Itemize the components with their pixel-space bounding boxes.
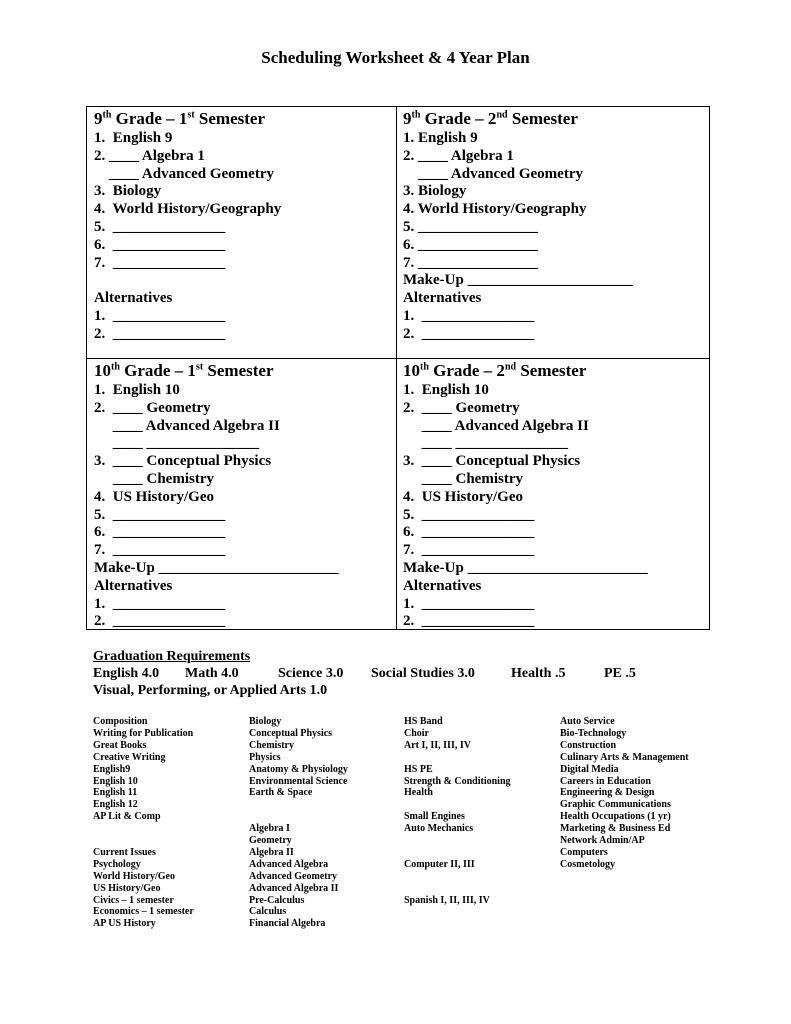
course-column	[404, 716, 511, 906]
course-line: 2. _______________	[94, 325, 226, 342]
course-line: 6. _______________	[94, 524, 226, 541]
course-item	[93, 823, 194, 835]
course-item: AP US History	[93, 918, 156, 930]
course-line: 2. ____ Geometry	[403, 399, 520, 416]
course-line: ____ Advanced Algebra II	[94, 417, 280, 434]
course-line: Alternatives	[94, 290, 173, 307]
course-line: 2. _______________	[403, 613, 535, 630]
semester-cell	[403, 109, 633, 344]
course-line: ____ _______________	[403, 435, 568, 452]
course-item: Choir	[404, 727, 429, 739]
requirement: English 4.0	[93, 666, 160, 681]
course-item	[404, 847, 511, 859]
course-item: Digital Media	[560, 763, 619, 775]
course-item: Creative Writing	[93, 751, 166, 763]
course-item: US History/Geo	[93, 882, 161, 894]
course-item: Art I, II, III, IV	[404, 739, 471, 751]
heading-part: Grade – 2	[420, 109, 497, 128]
course-item	[404, 883, 511, 895]
course-line: 4. US History/Geo	[403, 488, 523, 505]
course-line: Make-Up ________________________	[94, 559, 339, 576]
semester-cell	[94, 109, 281, 344]
course-item: Graphic Communications	[560, 799, 671, 811]
course-item: Algebra I	[249, 823, 290, 835]
course-line: 6. ________________	[403, 236, 538, 253]
course-line: ____ Chemistry	[403, 470, 523, 487]
course-item: HS Band	[404, 716, 443, 727]
course-line: 5. _______________	[94, 506, 226, 523]
heading-part: th	[111, 361, 120, 373]
course-line: ____ Chemistry	[94, 470, 214, 487]
course-line: 3. Biology	[403, 183, 467, 200]
course-line	[94, 272, 281, 290]
course-item: Civics – 1 semester	[93, 894, 174, 906]
semester-heading	[403, 109, 633, 129]
course-item	[404, 752, 511, 764]
course-line: 2. ____ Algebra 1	[94, 147, 205, 164]
course-item: Writing for Publication	[93, 727, 194, 739]
course-item: Advanced Algebra II	[249, 882, 339, 894]
course-item: Culinary Arts & Management	[560, 751, 689, 763]
grid-vertical-divider	[396, 107, 397, 629]
course-line: 5. _______________	[403, 506, 535, 523]
course-item: Construction	[560, 739, 617, 751]
semester-heading	[94, 361, 339, 381]
requirements-row	[93, 665, 636, 682]
course-item: Cosmetology	[560, 858, 615, 870]
requirement: Math 4.0	[185, 666, 239, 681]
heading-part: Grade – 1	[111, 109, 188, 128]
course-column	[560, 716, 689, 871]
heading-part: 9	[94, 109, 103, 128]
semester-heading	[94, 109, 281, 129]
course-item: AP Lit & Comp	[93, 811, 161, 823]
course-column	[93, 716, 194, 930]
course-item: Small Engines	[404, 811, 465, 823]
requirement: Science 3.0	[278, 666, 344, 681]
course-item: Calculus	[249, 906, 287, 918]
course-item: Earth & Space	[249, 787, 313, 799]
course-line: 7. _______________	[94, 254, 226, 271]
semester-cell	[94, 361, 339, 631]
course-line: 3. ____ Conceptual Physics	[94, 453, 272, 470]
course-item: Advanced Geometry	[249, 870, 338, 882]
course-line: ____ Advanced Geometry	[403, 165, 583, 182]
semester-heading	[403, 361, 648, 381]
heading-part: Semester	[194, 109, 265, 128]
course-item: Computers	[560, 846, 608, 858]
course-line: 1. English 10	[403, 382, 489, 398]
heading-part: th	[420, 361, 429, 373]
graduation-requirements	[93, 648, 636, 699]
course-line: 1. _______________	[94, 595, 226, 612]
course-item: World History/Geo	[93, 870, 175, 882]
course-item: Great Books	[93, 739, 147, 751]
course-item: Auto Service	[560, 716, 615, 727]
course-line: 5. ________________	[403, 218, 538, 235]
course-item: Strength & Conditioning	[404, 775, 511, 787]
course-item: English 10	[93, 775, 138, 787]
course-item: Conceptual Physics	[249, 727, 333, 739]
requirement: Social Studies 3.0	[371, 666, 475, 681]
grid-horizontal-divider	[87, 358, 709, 359]
course-line: Alternatives	[403, 577, 482, 594]
course-line: 1. _______________	[403, 595, 535, 612]
course-line: 2. ____ Algebra 1	[403, 147, 514, 164]
course-line: 7. ________________	[403, 254, 538, 271]
course-line: Alternatives	[94, 577, 173, 594]
course-line: 2. _______________	[94, 613, 226, 630]
course-line: 6. _______________	[94, 236, 226, 253]
course-item: Health Occupations (1 yr)	[560, 811, 671, 823]
course-item: Composition	[93, 716, 148, 727]
course-line: Make-Up ______________________	[403, 272, 633, 289]
course-line: 3. Biology	[94, 183, 162, 200]
heading-part: 10	[403, 361, 420, 380]
course-line: 1. English 9	[94, 130, 173, 146]
course-line: 2. _______________	[403, 325, 535, 342]
semester-cell	[403, 361, 648, 631]
course-line: ____ _______________	[94, 435, 259, 452]
course-line: 5. _______________	[94, 218, 226, 235]
course-item: Anatomy & Physiology	[249, 763, 348, 775]
course-item: Marketing & Business Ed	[560, 823, 671, 835]
course-item: Computer II, III	[404, 858, 475, 870]
course-line: Alternatives	[403, 290, 482, 307]
course-line: ____ Advanced Geometry	[94, 165, 274, 182]
course-item: English 12	[93, 799, 138, 811]
course-item: Algebra II	[249, 846, 294, 858]
course-column	[249, 716, 348, 930]
course-item	[249, 799, 348, 811]
course-item: Financial Algebra	[249, 918, 326, 930]
course-line: 1. _______________	[403, 307, 535, 324]
requirement: PE .5	[604, 666, 636, 681]
course-item	[404, 799, 511, 811]
course-item: Bio-Technology	[560, 727, 627, 739]
course-item: Network Admin/AP	[560, 835, 645, 847]
course-item: Physics	[249, 751, 281, 763]
course-item: Environmental Science	[249, 775, 348, 787]
heading-part: Grade – 1	[119, 361, 196, 380]
course-item	[404, 835, 511, 847]
course-item: English 11	[93, 787, 138, 799]
course-item	[249, 811, 348, 823]
course-line: 3. ____ Conceptual Physics	[403, 453, 581, 470]
course-item: Careers in Education	[560, 775, 651, 787]
course-line: 4. World History/Geography	[403, 201, 587, 218]
semester-grid	[86, 106, 710, 630]
course-line: 1. English 10	[94, 382, 180, 398]
course-line: 7. _______________	[94, 542, 226, 559]
requirement: Health .5	[511, 666, 566, 681]
course-item: Chemistry	[249, 739, 294, 751]
graduation-heading: Graduation Requirements	[93, 649, 251, 664]
course-line: 4. US History/Geo	[94, 488, 214, 505]
course-item: Economics – 1 semester	[93, 906, 194, 918]
course-item: Psychology	[93, 858, 141, 870]
heading-part: Semester	[203, 361, 274, 380]
heading-part: Grade – 2	[428, 361, 505, 380]
page-title: Scheduling Worksheet & 4 Year Plan	[261, 48, 530, 67]
course-item: HS PE	[404, 763, 433, 775]
arts-requirement: Visual, Performing, or Applied Arts 1.0	[93, 683, 328, 698]
heading-part: Semester	[507, 109, 578, 128]
course-item: Current Issues	[93, 846, 156, 858]
heading-part: st	[195, 361, 204, 373]
course-line: 1. _______________	[94, 307, 226, 324]
course-line: 4. World History/Geography	[94, 201, 282, 218]
course-item: Auto Mechanics	[404, 823, 474, 835]
heading-part: st	[187, 109, 195, 121]
course-line: 7. _______________	[403, 542, 535, 559]
course-line: 2. ____ Geometry	[94, 399, 211, 416]
course-line: ____ Advanced Algebra II	[403, 417, 589, 434]
course-item: Pre-Calculus	[249, 894, 305, 906]
course-item: Advanced Algebra	[249, 858, 329, 870]
heading-part: nd	[504, 361, 517, 373]
course-item: English9	[93, 763, 131, 775]
course-item	[93, 835, 194, 847]
course-item	[404, 871, 511, 883]
heading-part: th	[102, 109, 112, 121]
course-line: 6. _______________	[403, 524, 535, 541]
heading-part: Semester	[516, 361, 587, 380]
course-line: 1. English 9	[403, 130, 478, 146]
heading-part: th	[411, 109, 421, 121]
course-line: Make-Up ________________________	[403, 559, 648, 576]
course-item: Health	[404, 787, 433, 799]
course-item: Spanish I, II, III, IV	[404, 894, 490, 906]
heading-part: 9	[403, 109, 412, 128]
course-item: Engineering & Design	[560, 787, 655, 799]
course-item: Biology	[249, 716, 282, 727]
course-item: Geometry	[249, 835, 292, 847]
heading-part: nd	[496, 109, 508, 121]
heading-part: 10	[94, 361, 111, 380]
